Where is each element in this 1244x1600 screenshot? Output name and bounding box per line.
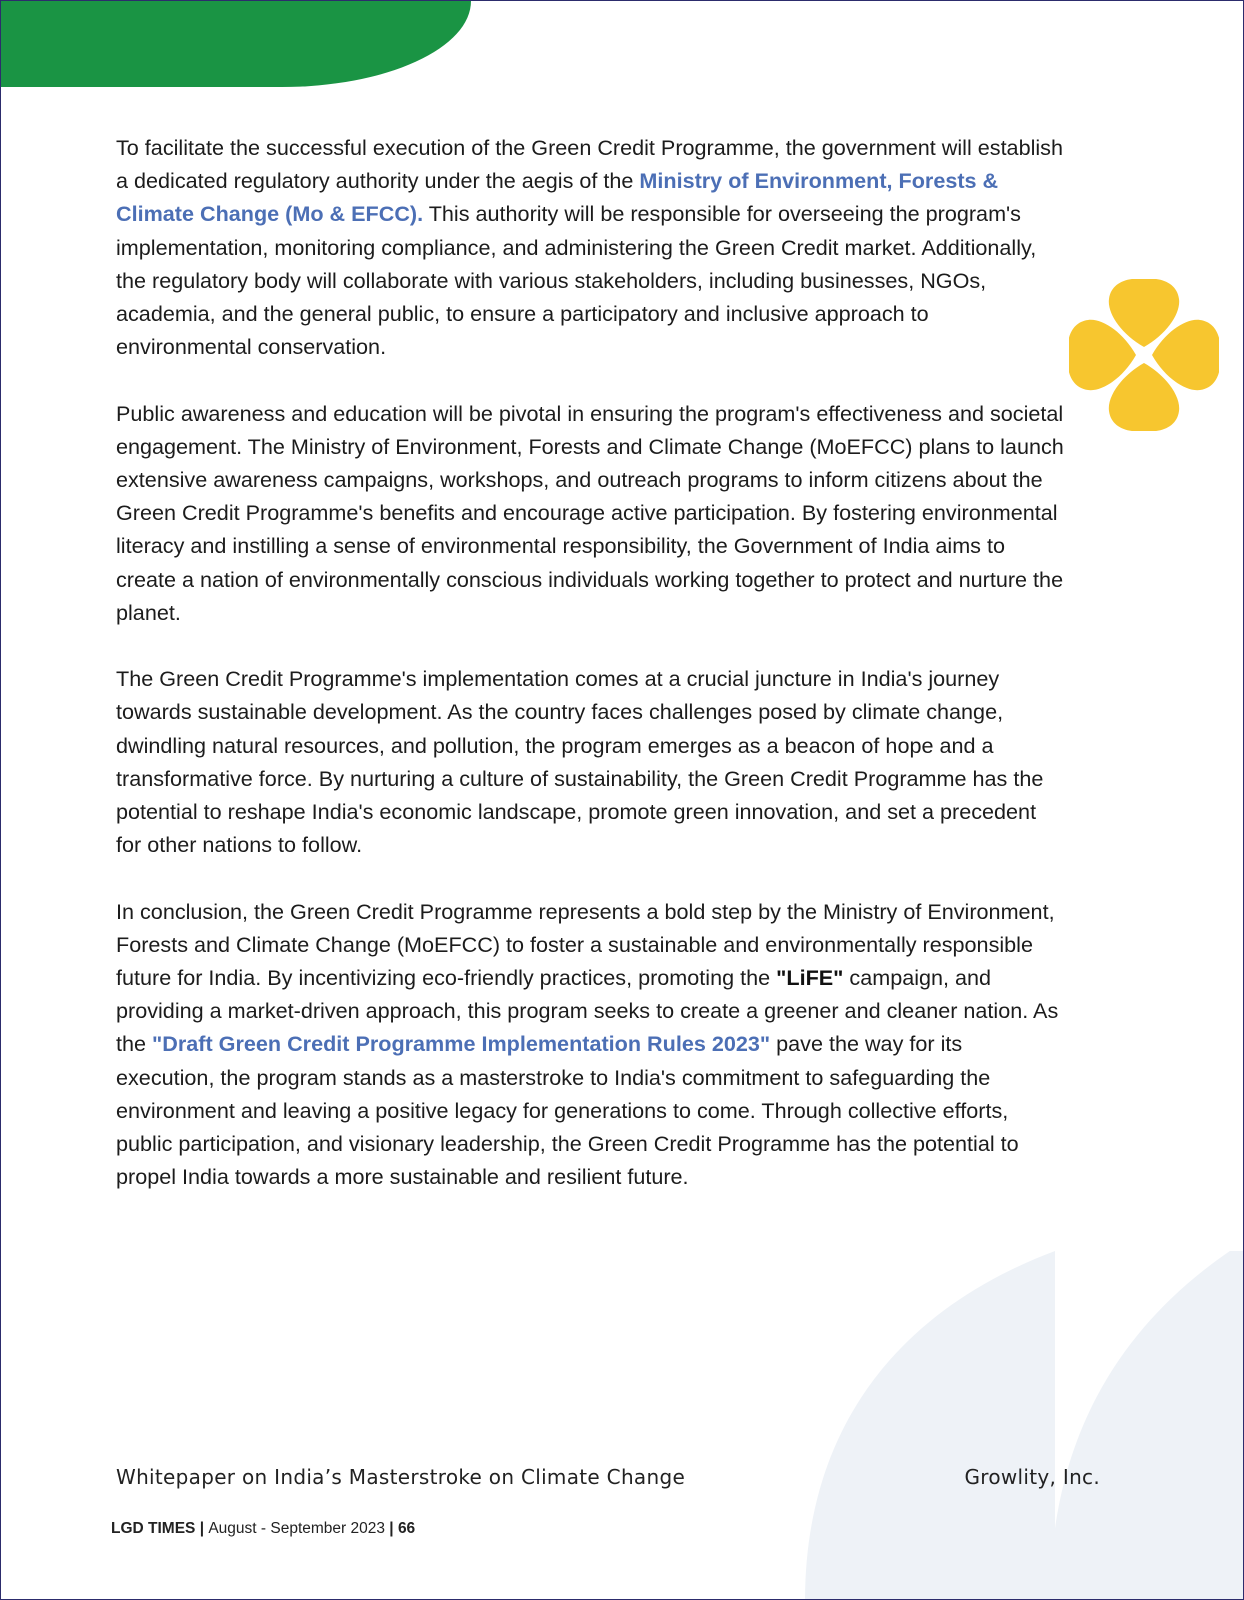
- paragraph-conclusion: [116, 895, 1066, 1194]
- ministry-highlight: Ministry of Environment, Forests & Climate Change (Mo & EFCC).: [116, 168, 999, 227]
- folio-separator: |: [195, 1520, 209, 1537]
- page-folio: [111, 1520, 415, 1538]
- paragraph-text: campaign, and providing a market-driven approach, this program seeks to create a greener and cleaner nation. As the: [116, 965, 1059, 1057]
- life-campaign-bold: "LiFE": [776, 965, 844, 991]
- flower-icon: [1069, 279, 1219, 431]
- green-corner-shape: [1, 1, 471, 87]
- draft-rules-highlight: "Draft Green Credit Programme Implementation Rules 2023": [152, 1031, 771, 1057]
- paragraph-public-awareness: Public awareness and education will be pivotal in ensuring the program's effectiveness and societal engagement. The Ministry of Environment, Forests and Climate Change (MoEFCC) plans to launch extensive awareness campaigns, workshops, and outreach programs to inform citizens about the Green Credit Programme's benefits and encourage active participation. By fostering environmental literacy and instilling a sense of environmental responsibility, the Government of India aims to create a nation of environmentally conscious individuals working together to protect and nurture the planet.: [116, 400, 1064, 625]
- whitepaper-title: Whitepaper on India’s Masterstroke on Climate Change: [116, 1465, 686, 1489]
- folio-separator: |: [384, 1520, 398, 1537]
- publication-name: LGD TIMES: [111, 1520, 196, 1537]
- paragraph-regulatory-authority: [116, 131, 1066, 363]
- paragraph-text: To facilitate the successful execution of the Green Credit Programme, the government will establish a dedicated regulatory authority under the aegis of the: [116, 135, 1063, 194]
- article-body: [116, 131, 1066, 1227]
- company-name: Growlity, Inc.: [964, 1465, 1100, 1489]
- paragraph-implementation: The Green Credit Programme's implementation comes at a crucial juncture in India's journey towards sustainable development. As the country faces challenges posed by climate change, dwindling natural resources, and pollution, the program emerges as a beacon of hope and a transformative force. By nurturing a culture of sustainability, the Green Credit Programme has the potential to reshape India's economic landscape, promote green innovation, and set a precedent for other nations to follow.: [116, 666, 1044, 858]
- leaf-watermark-icon: [805, 1251, 1244, 1600]
- issue-date: August - September 2023: [208, 1520, 385, 1537]
- paragraph-text: pave the way for its execution, the program stands as a masterstroke to India's commitment to safeguarding the environment and leaving a positive legacy for generations to come. Through collective efforts, public participation, and visionary leadership, the Green Credit Programme has the potential to propel India towards a more sustainable and resilient future.: [116, 1031, 1019, 1190]
- page-number: 66: [397, 1520, 416, 1537]
- paragraph-text: This authority will be responsible for overseeing the program's implementation, monitoring compliance, and administering the Green Credit market. Additionally, the regulatory body will collaborate with various stakeholders, including businesses, NGOs, academia, and the general public, to ensure a participatory and inclusive approach to environmental conservation.: [116, 201, 1037, 360]
- paragraph-text: In conclusion, the Green Credit Programme represents a bold step by the Ministry of Environment, Forests and Climate Change (MoEFCC) to foster a sustainable and environmentally responsible future for India. By incentivizing eco-friendly practices, promoting the: [116, 898, 1055, 991]
